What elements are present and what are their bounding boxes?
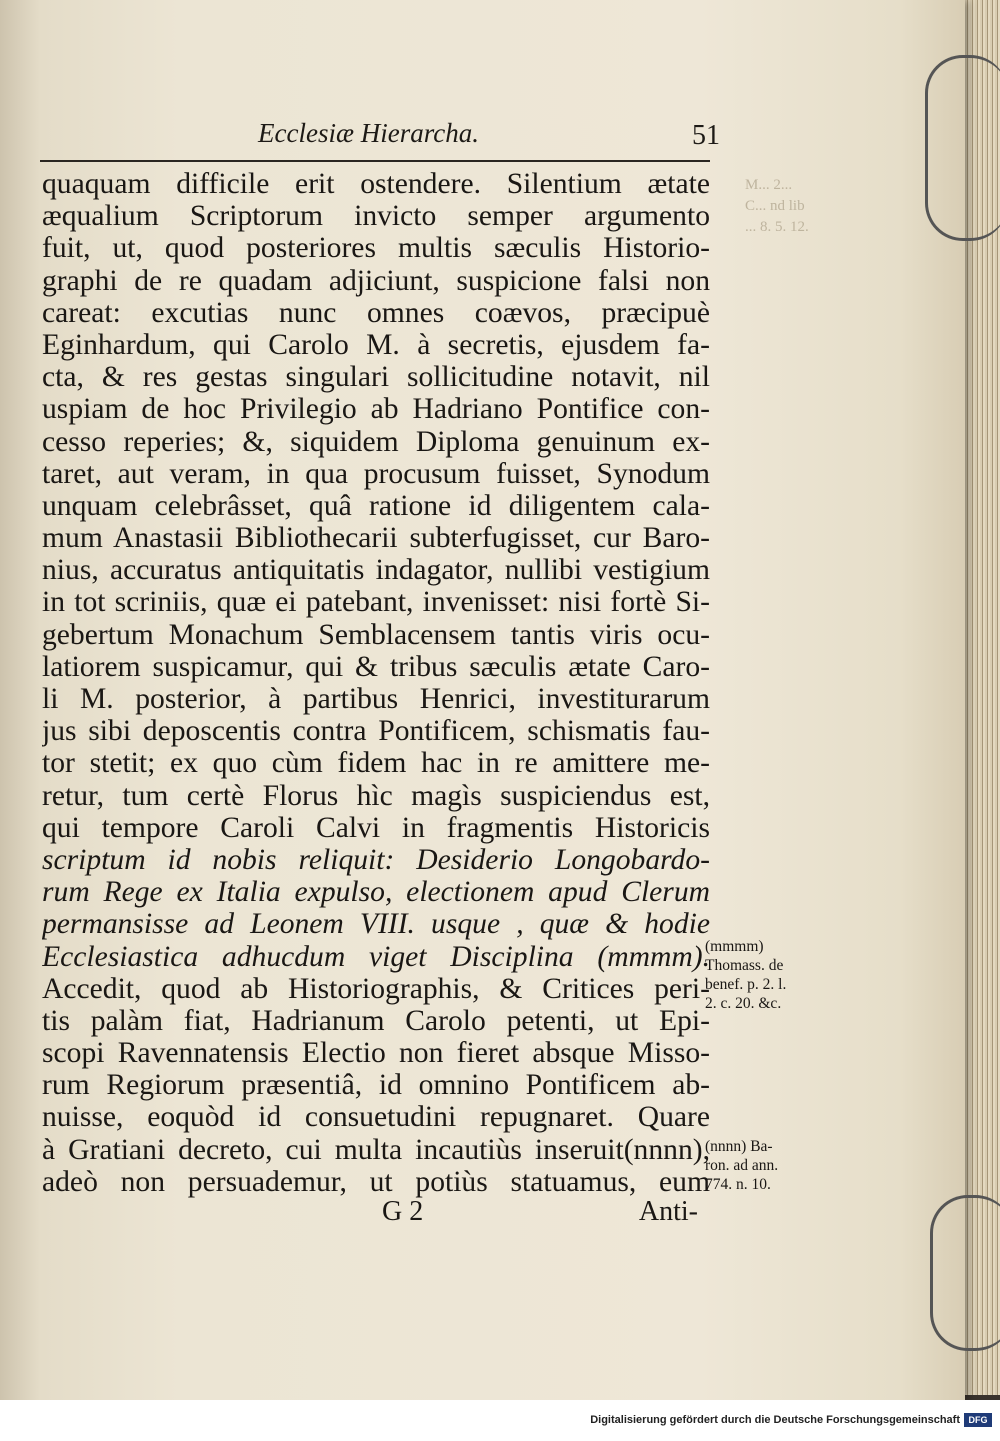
text-line: adeò non persuademur, ut potiùs statuamus, eum: [42, 1165, 710, 1198]
bleed-line: ... 8. 5. 12.: [745, 219, 809, 235]
catchline: [42, 1196, 710, 1232]
text-line: in tot scriniis, quæ ei patebant, invenisset: nisi fortè Si-: [42, 586, 710, 619]
body-text: [42, 168, 710, 1198]
text-line: latiorem suspicamur, qui & tribus sæculis ætate Caro-: [42, 650, 710, 683]
text-line: fuit, ut, quod posteriores multis sæculis Historio-: [42, 232, 710, 265]
bleed-through: [745, 175, 855, 238]
text-line: cta, & res gestas singulari sollicitudine notavit, nil: [42, 361, 710, 394]
text-line: graphi de re quadam adjiciunt, suspicione falsi non: [42, 264, 710, 297]
page-header: [250, 118, 720, 158]
footer-bar: [0, 1400, 1000, 1441]
signature-mark: G 2: [382, 1196, 424, 1227]
text-line: nuisse, eoquòd id consuetudini repugnaret. Quare: [42, 1101, 710, 1134]
text-line: rum Rege ex Italia expulso, electionem apud Clerum: [42, 876, 710, 909]
text-line: cesso reperies; &, siquidem Diploma genuinum ex-: [42, 425, 710, 458]
text-line: careat: excutias nunc omnes coævos, præcipuè: [42, 296, 710, 329]
text-line: tor stetit; ex quo cùm fidem hac in re amittere me-: [42, 747, 710, 780]
margin-note-nnnn: [705, 1137, 825, 1194]
dfg-logo-icon: DFG: [964, 1413, 992, 1427]
text-line: scriptum id nobis reliquit: Desiderio Longobardo-: [42, 843, 710, 876]
text-line: scopi Ravennatensis Electio non fieret absque Misso-: [42, 1037, 710, 1070]
bleed-line: C... nd lib: [745, 198, 805, 214]
running-title: Ecclesiæ Hierarcha.: [258, 118, 479, 148]
text-line: qui tempore Caroli Calvi in fragmentis Historicis: [42, 811, 710, 844]
text-line: taret, aut veram, in qua procusum fuisset, Synodum: [42, 457, 710, 490]
margin-note-line: Thomass. de: [705, 957, 784, 974]
margin-note-line: benef. p. 2. l.: [705, 976, 787, 993]
text-line: nius, accuratus antiquitatis indagator, nullibi vestigium: [42, 554, 710, 587]
catchword: Anti-: [638, 1196, 698, 1227]
text-line: retur, tum certè Florus hìc magìs suspiciendus est,: [42, 779, 710, 812]
text-line: tis palàm fiat, Hadrianum Carolo petenti, ut Epi-: [42, 1004, 710, 1037]
funding-credit: Digitalisierung gefördert durch die Deutsche Forschungsgemeinschaft: [590, 1414, 960, 1426]
text-line: jus sibi deposcentis contra Pontificem, schismatis fau-: [42, 715, 710, 748]
text-line: quaquam difficile erit ostendere. Silentium ætate: [42, 168, 710, 200]
margin-note-line: 774. n. 10.: [705, 1176, 771, 1193]
text-line: li M. posterior, à partibus Henrici, investiturarum: [42, 683, 710, 715]
header-rule: [40, 160, 710, 162]
margin-note-line: (mmmm): [705, 938, 764, 955]
text-line: à Gratiani decreto, cui multa incautiùs inseruit(nnnn),: [42, 1133, 710, 1166]
text-line: gebertum Monachum Semblacensem tantis viris ocu-: [42, 618, 710, 651]
text-line: uspiam de hoc Privilegio ab Hadriano Pontifice con-: [42, 393, 710, 426]
margin-note-line: (nnnn) Ba-: [705, 1138, 773, 1155]
margin-note-mmmm: [705, 937, 825, 1013]
margin-note-line: ron. ad ann.: [705, 1157, 779, 1174]
binder-clip-top: [925, 55, 1000, 241]
text-line: æqualium Scriptorum invicto semper argumento: [42, 200, 710, 233]
text-line: rum Regiorum præsentiâ, id omnino Pontificem ab-: [42, 1069, 710, 1102]
binder-clip-bottom: [930, 1195, 1000, 1351]
bleed-line: M... 2...: [745, 177, 793, 193]
text-line: unquam celebrâsset, quâ ratione id diligentem cala-: [42, 489, 710, 522]
text-line: permansisse ad Leonem VIII. usque , quæ & hodie: [42, 908, 710, 941]
margin-note-line: 2. c. 20. &c.: [705, 995, 782, 1012]
text-line: mum Anastasii Bibliothecarii subterfugisset, cur Baro-: [42, 522, 710, 555]
text-line: Eginhardum, qui Carolo M. à secretis, ejusdem fa-: [42, 328, 710, 361]
text-line: Ecclesiastica adhucdum viget Disciplina (mmmm).: [42, 940, 710, 973]
text-line: Accedit, quod ab Historiographis, & Critices peri-: [42, 972, 710, 1005]
page-number: 51: [692, 120, 720, 151]
